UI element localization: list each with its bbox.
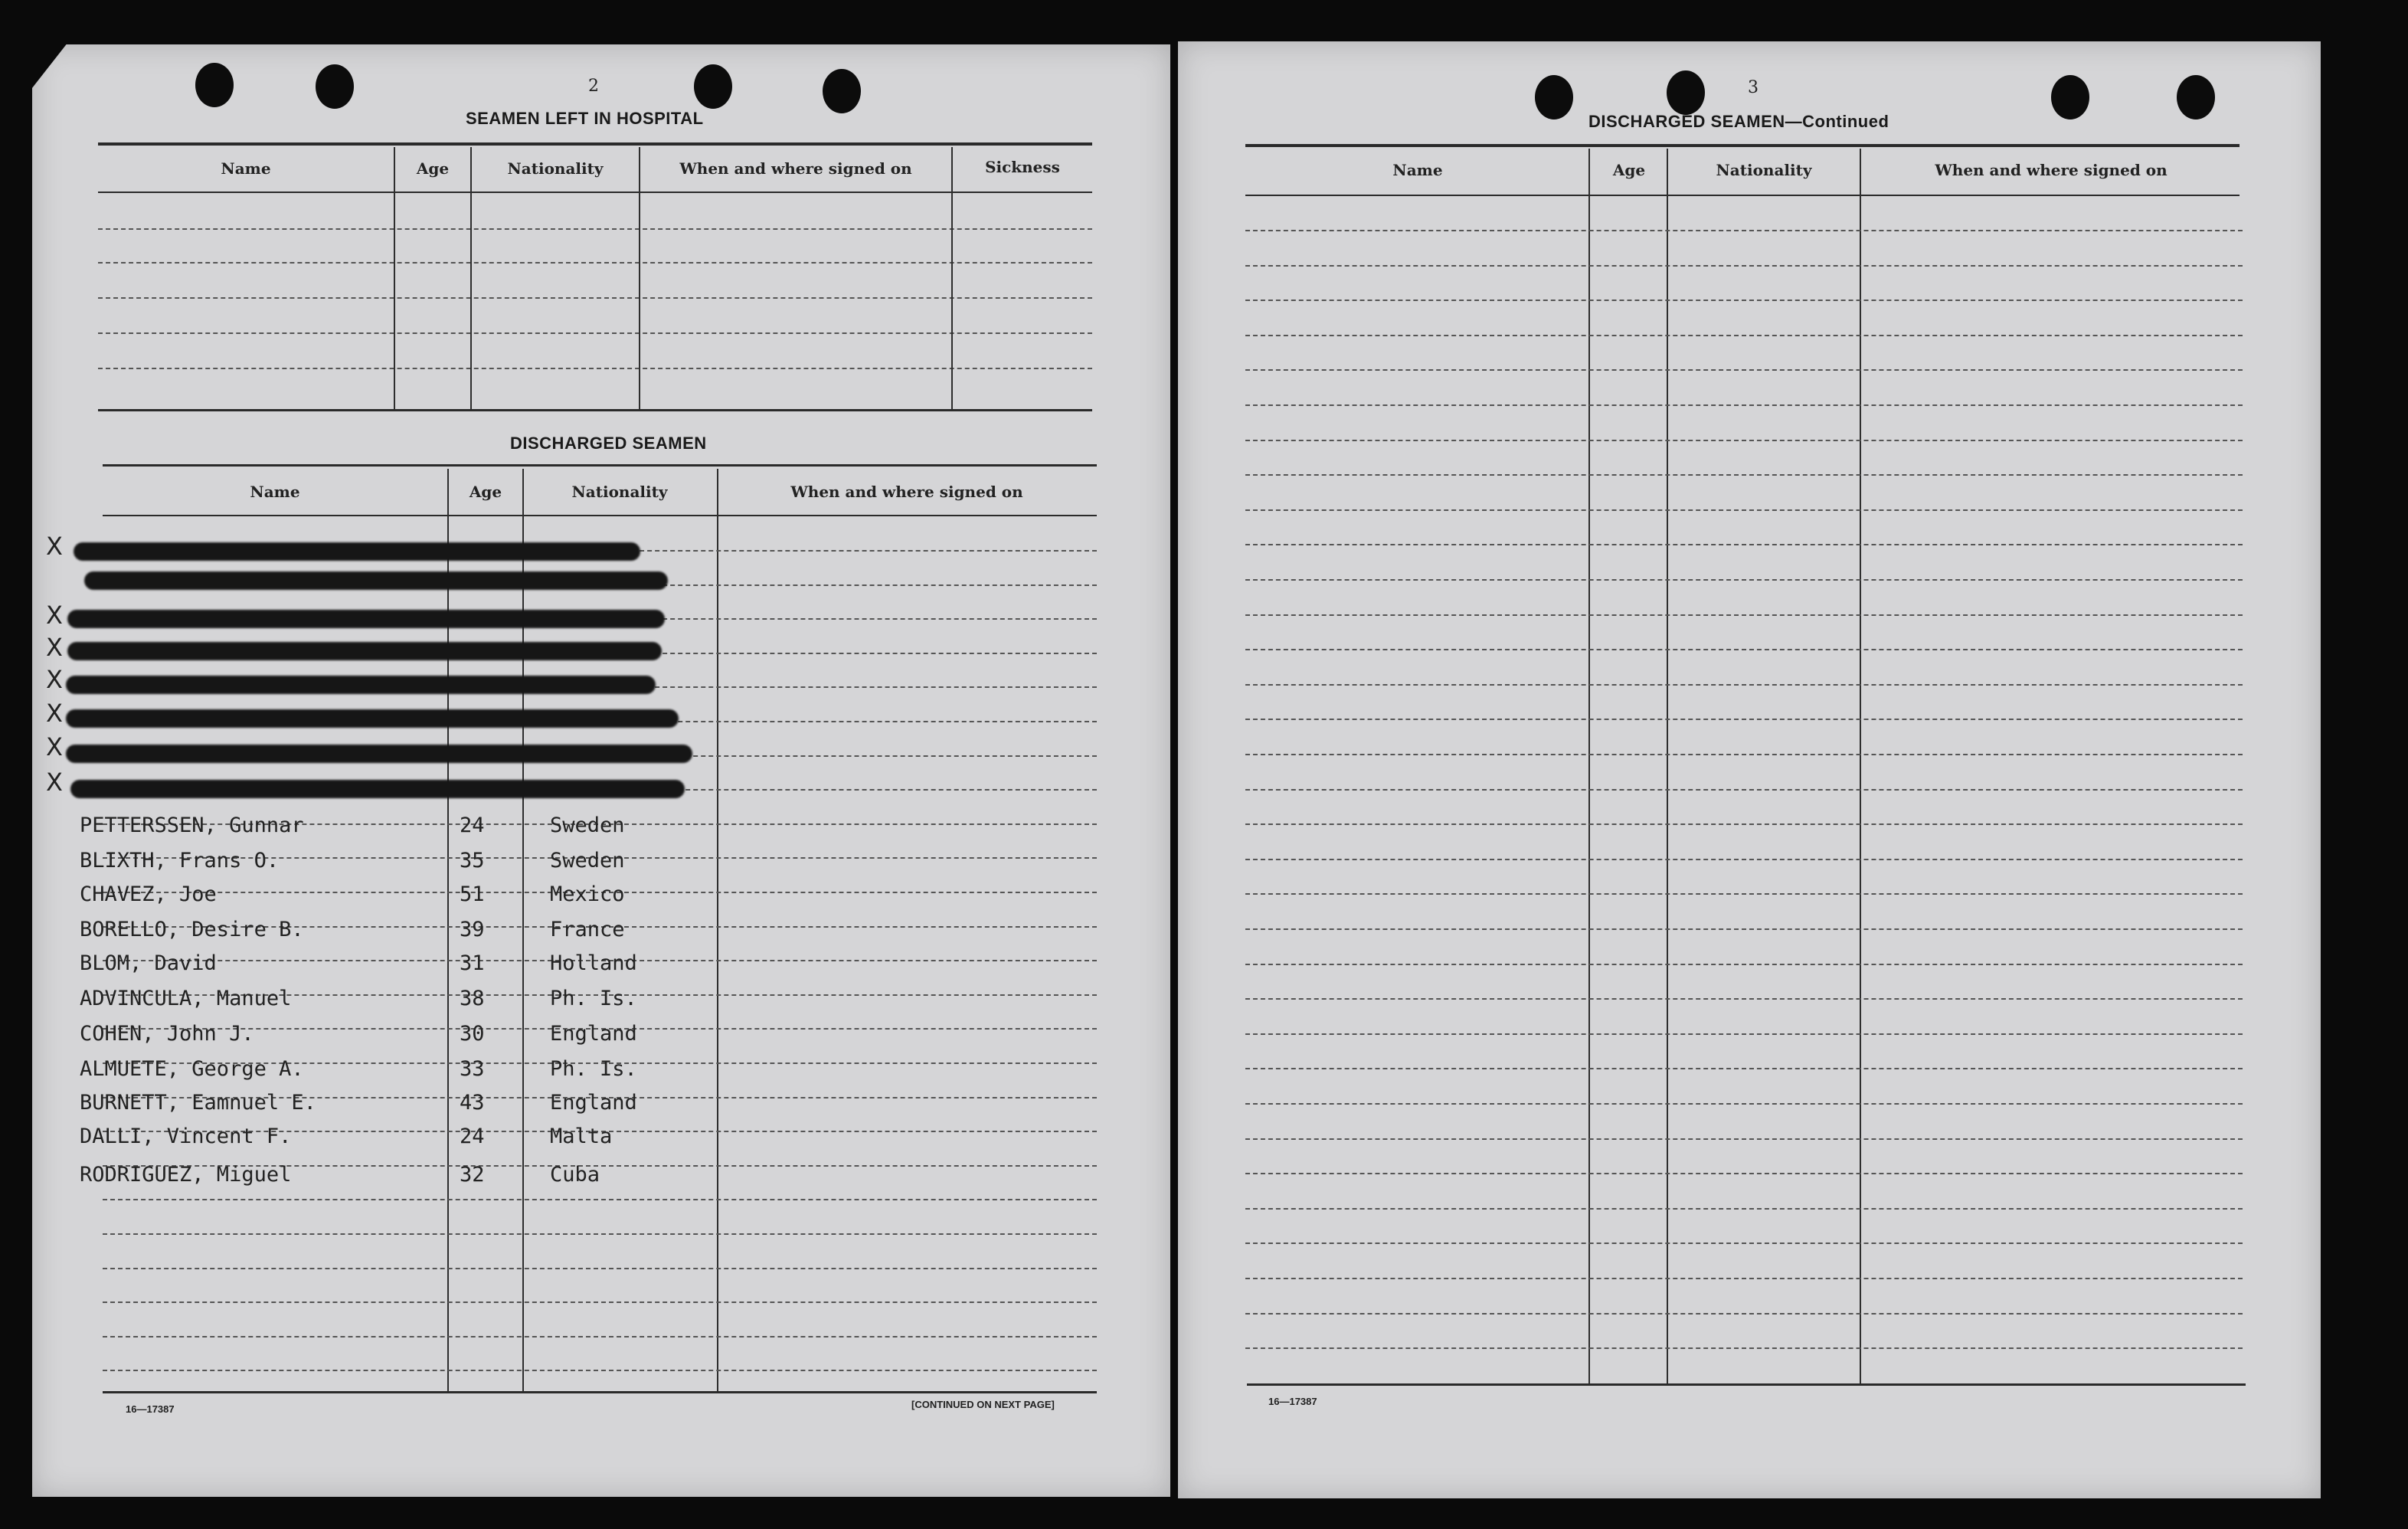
- row-line: [103, 1199, 1097, 1200]
- col-header-signed-on: When and where signed on: [790, 483, 1023, 501]
- seaman-nationality: Ph. Is.: [550, 987, 637, 1010]
- col-header-name: Name: [250, 483, 300, 501]
- seaman-name: PETTERSSEN, Gunnar: [80, 814, 304, 837]
- col-header-age: Age: [469, 483, 502, 501]
- x-mark: X: [46, 633, 63, 662]
- header-rule: [98, 192, 1092, 193]
- right-section-title: DISCHARGED SEAMEN—Continued: [1588, 112, 1889, 131]
- seaman-name: DALLI, Vincent F.: [80, 1125, 292, 1148]
- row-line: [1245, 614, 2243, 616]
- row-line: [1245, 998, 2243, 1000]
- seaman-nationality: Mexico: [550, 882, 625, 906]
- row-line: [1245, 1068, 2243, 1069]
- col-header-nationality: Nationality: [1716, 161, 1812, 179]
- seaman-nationality: Sweden: [550, 814, 625, 837]
- redaction-bar: [66, 745, 692, 763]
- row-line: [1245, 859, 2243, 860]
- punch-hole: [1535, 75, 1573, 120]
- seaman-age: 35: [460, 849, 485, 873]
- table-top-rule: [98, 142, 1092, 146]
- seaman-nationality: Cuba: [550, 1163, 600, 1187]
- table-bottom-rule: [1247, 1383, 2246, 1386]
- seaman-name: RODRIGUEZ, Miguel: [80, 1163, 292, 1187]
- row-line: [98, 332, 1092, 334]
- seaman-age: 43: [460, 1091, 485, 1115]
- row-line: [1245, 369, 2243, 371]
- seaman-age: 30: [460, 1022, 485, 1046]
- table-top-rule: [103, 464, 1097, 467]
- redaction-bar: [67, 610, 665, 628]
- row-line: [1245, 300, 2243, 301]
- row-line: [1245, 964, 2243, 965]
- row-line: [1245, 789, 2243, 791]
- x-mark: X: [46, 768, 63, 797]
- redaction-bar: [66, 676, 656, 694]
- redaction-bar: [74, 542, 640, 561]
- seaman-age: 38: [460, 987, 485, 1010]
- row-line: [1245, 1347, 2243, 1349]
- row-line: [98, 297, 1092, 299]
- header-rule: [1245, 195, 2240, 196]
- row-line: [1245, 754, 2243, 755]
- seaman-name: BLOM, David: [80, 951, 217, 975]
- row-line: [1245, 509, 2243, 511]
- x-mark: X: [46, 732, 63, 761]
- redaction-bar: [70, 780, 685, 798]
- punch-hole: [1667, 70, 1705, 115]
- form-number-right: 16—17387: [1268, 1396, 1317, 1407]
- seaman-age: 32: [460, 1163, 485, 1187]
- seaman-nationality: France: [550, 918, 625, 941]
- row-line: [1245, 544, 2243, 545]
- redaction-bar: [67, 642, 662, 660]
- row-line: [1245, 1138, 2243, 1140]
- row-line: [1245, 649, 2243, 650]
- col-divider: [951, 147, 953, 409]
- x-mark: X: [46, 532, 63, 561]
- seaman-nationality: Malta: [550, 1125, 613, 1148]
- col-header-signed-on: When and where signed on: [679, 159, 912, 178]
- page-number-right: 3: [1748, 78, 1759, 97]
- row-line: [1245, 1173, 2243, 1174]
- seaman-age: 39: [460, 918, 485, 941]
- col-header-name: Name: [221, 159, 271, 178]
- seaman-name: BORELLO, Desire B.: [80, 918, 304, 941]
- row-line: [1245, 1313, 2243, 1315]
- col-divider: [447, 469, 449, 1393]
- seaman-name: CHAVEZ, Joe: [80, 882, 217, 906]
- right-page: [1178, 41, 2321, 1498]
- col-header-age: Age: [1612, 161, 1646, 179]
- seaman-name: COHEN, John J.: [80, 1022, 254, 1046]
- row-line: [1245, 440, 2243, 441]
- seaman-age: 24: [460, 814, 485, 837]
- row-line: [1245, 1278, 2243, 1279]
- punch-hole: [694, 64, 732, 109]
- row-line: [1245, 823, 2243, 825]
- table-top-rule: [1245, 144, 2240, 147]
- col-header-nationality: Nationality: [571, 483, 668, 501]
- col-divider: [394, 147, 395, 409]
- punch-hole: [2051, 75, 2089, 120]
- seaman-age: 51: [460, 882, 485, 906]
- seaman-nationality: Holland: [550, 951, 637, 975]
- table-bottom-rule: [98, 409, 1092, 411]
- row-line: [1245, 579, 2243, 581]
- col-divider: [639, 147, 640, 409]
- table-bottom-rule: [103, 1391, 1097, 1393]
- seaman-age: 33: [460, 1057, 485, 1081]
- continued-note: [CONTINUED ON NEXT PAGE]: [911, 1399, 1055, 1410]
- seaman-age: 31: [460, 951, 485, 975]
- redaction-bar: [84, 571, 668, 590]
- seaman-name: ALMUETE, George A.: [80, 1057, 304, 1081]
- punch-hole: [2177, 75, 2215, 120]
- discharged-section-title: DISCHARGED SEAMEN: [510, 434, 707, 453]
- row-line: [103, 1301, 1097, 1303]
- row-line: [98, 368, 1092, 369]
- seaman-nationality: Sweden: [550, 849, 625, 873]
- row-line: [1245, 893, 2243, 895]
- seaman-nationality: England: [550, 1022, 637, 1046]
- row-line: [1245, 230, 2243, 231]
- row-line: [1245, 335, 2243, 336]
- seaman-age: 24: [460, 1125, 485, 1148]
- seaman-nationality: Ph. Is.: [550, 1057, 637, 1081]
- row-line: [1245, 684, 2243, 686]
- hospital-section-title: SEAMEN LEFT IN HOSPITAL: [466, 109, 704, 128]
- row-line: [103, 1370, 1097, 1371]
- seaman-name: ADVINCULA, Manuel: [80, 987, 292, 1010]
- redaction-bar: [66, 709, 679, 728]
- row-line: [1245, 719, 2243, 720]
- row-line: [1245, 1243, 2243, 1244]
- col-divider: [470, 147, 472, 409]
- row-line: [98, 228, 1092, 230]
- row-line: [1245, 404, 2243, 406]
- row-line: [98, 262, 1092, 264]
- col-header-age: Age: [416, 159, 450, 178]
- col-divider: [717, 469, 718, 1393]
- punch-hole: [195, 63, 234, 107]
- row-line: [1245, 1208, 2243, 1210]
- seaman-name: BURNETT, Eamnuel E.: [80, 1091, 316, 1115]
- row-line: [1245, 474, 2243, 476]
- row-line: [103, 1233, 1097, 1235]
- col-header-signed-on: When and where signed on: [1935, 161, 2168, 179]
- header-rule: [103, 515, 1097, 516]
- page-number-left: 2: [588, 77, 599, 96]
- form-number-left: 16—17387: [126, 1403, 175, 1415]
- col-header-name: Name: [1392, 161, 1443, 179]
- col-header-sickness: Sickness: [985, 158, 1060, 176]
- punch-hole: [316, 64, 354, 109]
- row-line: [1245, 1033, 2243, 1035]
- row-line: [1245, 1103, 2243, 1105]
- x-mark: X: [46, 665, 63, 694]
- col-header-nationality: Nationality: [507, 159, 604, 178]
- row-line: [103, 1336, 1097, 1337]
- x-mark: X: [46, 601, 63, 630]
- seaman-nationality: England: [550, 1091, 637, 1115]
- x-mark: X: [46, 699, 63, 728]
- col-divider: [522, 469, 524, 1393]
- seaman-name: BLIXTH, Frans O.: [80, 849, 280, 873]
- row-line: [1245, 928, 2243, 930]
- punch-hole: [823, 69, 861, 113]
- row-line: [103, 1268, 1097, 1269]
- row-line: [1245, 265, 2243, 267]
